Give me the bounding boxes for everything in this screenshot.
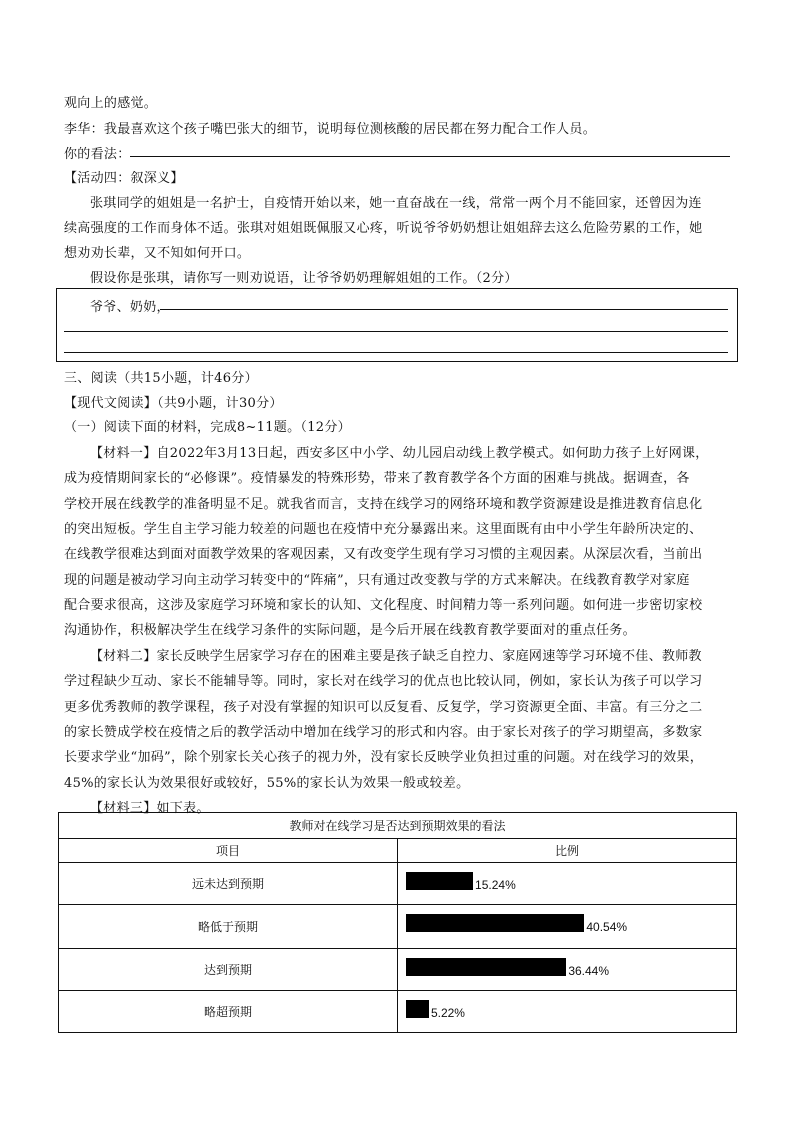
row-item: 略低于预期 [59, 905, 398, 949]
ratio-cell [398, 905, 737, 949]
answer-blank[interactable] [64, 331, 728, 332]
text-line: 学校开展在线教学的准备明显不足。就我省而言，支持在线学习的网络环境和教学资源建设是推进教育信息化 [64, 497, 703, 512]
ratio-bar [406, 958, 566, 976]
table-row [59, 863, 737, 905]
section-title: 三、阅读（共15小题，计46分） [64, 371, 258, 386]
ratio-cell [398, 949, 737, 991]
answer-blank[interactable] [64, 352, 728, 353]
ratio-label: 15.24% [475, 878, 516, 892]
text-line: 李华：我最喜欢这个孩子嘴巴张大的细节，说明每位测核酸的居民都在努力配合工作人员。 [64, 122, 597, 137]
text-line: 【材料二】家长反映学生居家学习存在的困难主要是孩子缺乏自控力、家庭网速等学习环境不佳、教师教 [90, 649, 702, 664]
survey-table [58, 812, 737, 1033]
ratio-cell [398, 991, 737, 1033]
ratio-cell [398, 863, 737, 905]
text-line: 观向上的感觉。 [64, 96, 158, 111]
text-line: 沟通协作，积极解决学生在线学习条件的实际问题，是今后开展在线教育教学要面对的重点任务。 [64, 623, 636, 638]
row-item: 达到预期 [59, 949, 398, 991]
text-line: 更多优秀教师的教学课程，孩子对没有掌握的知识可以反复看、反复学，学习资源更全面、丰富。有三分之二 [64, 700, 703, 715]
text-line: 配合要求很高，这涉及家庭学习环境和家长的认知、文化程度、时间精力等一系列问题。如何进一步密切家校 [64, 598, 703, 613]
table-row [59, 991, 737, 1033]
text-line: 【材料三】如下表。 [90, 801, 210, 816]
text-line: 想劝劝长辈，又不知如何开口。 [64, 246, 251, 261]
row-item: 远未达到预期 [59, 863, 398, 905]
question-prompt: 假设你是张琪，请你写一则劝说语，让爷爷奶奶理解姐姐的工作。（2分） [90, 271, 518, 286]
answer-blank[interactable] [130, 156, 730, 157]
ratio-label: 5.22% [430, 1006, 465, 1020]
text-line: 45%的家长认为效果很好或较好，55%的家长认为效果一般或较差。 [64, 776, 470, 791]
ratio-bar [406, 914, 584, 932]
table-row [59, 949, 737, 991]
column-header-ratio: 比例 [398, 839, 737, 863]
answer-prompt: 你的看法： [64, 147, 131, 162]
question-prompt: （一）阅读下面的材料，完成8~11题。（12分） [64, 420, 351, 435]
text-line: 长要求学业“加码”，除个别家长关心孩子的视力外，没有家长反映学业负担过重的问题。对在线学习的效果， [64, 750, 703, 765]
table-row [59, 905, 737, 949]
ratio-label: 40.54% [586, 920, 628, 934]
column-header-item: 项目 [59, 839, 398, 863]
text-line: 【材料一】自2022年3月13日起，西安多区中小学、幼儿园启动线上教学模式。如何助力孩子上好网课， [90, 446, 709, 461]
text-line: 的突出短板。学生自主学习能力较差的问题也在疫情中充分暴露出来。这里面既有由中小学生年龄所决定的、 [64, 522, 703, 537]
row-item: 略超预期 [59, 991, 398, 1033]
answer-salutation: 爷爷、奶奶， [90, 300, 170, 315]
text-line: 成为疫情期间家长的“必修课”。疫情暴发的特殊形势，带来了教育教学各个方面的困难与挑战。据调查，各 [64, 471, 690, 486]
ratio-bar [406, 1000, 429, 1018]
ratio-label: 36.44% [568, 964, 610, 978]
section-heading: 【活动四：叙深义】 [64, 171, 184, 186]
text-line: 现的问题是被动学习向主动学习转变中的“阵痛”，只有通过改变教与学的方式来解决。在线教育教学对家庭 [64, 573, 690, 588]
text-line: 在线教学很难达到面对面教学效果的客观因素，又有改变学生现有学习习惯的主观因素。从深层次看，当前出 [64, 547, 703, 562]
text-line: 学过程缺少互动、家长不能辅导等。同时，家长对在线学习的优点也比较认同，例如，家长认为孩子可以学习 [64, 674, 703, 689]
text-line: 张琪同学的姐姐是一名护士，自疫情开始以来，她一直奋战在一线，常常一两个月不能回家，还曾因为连 [90, 196, 702, 211]
text-line: 的家长赞成学校在疫情之后的教学活动中增加在线学习的形式和内容。由于家长对孩子的学习期望高，多数家 [64, 725, 703, 740]
table-title: 教师对在线学习是否达到预期效果的看法 [59, 813, 737, 839]
ratio-bar [406, 872, 473, 890]
section-title: 【现代文阅读】（共9小题，计30分） [64, 396, 283, 411]
answer-blank[interactable] [160, 309, 728, 310]
text-line: 续高强度的工作而身体不适。张琪对姐姐既佩服又心疼，听说爷爷奶奶想让姐姐辞去这么危险劳累的工作，她 [64, 221, 703, 236]
